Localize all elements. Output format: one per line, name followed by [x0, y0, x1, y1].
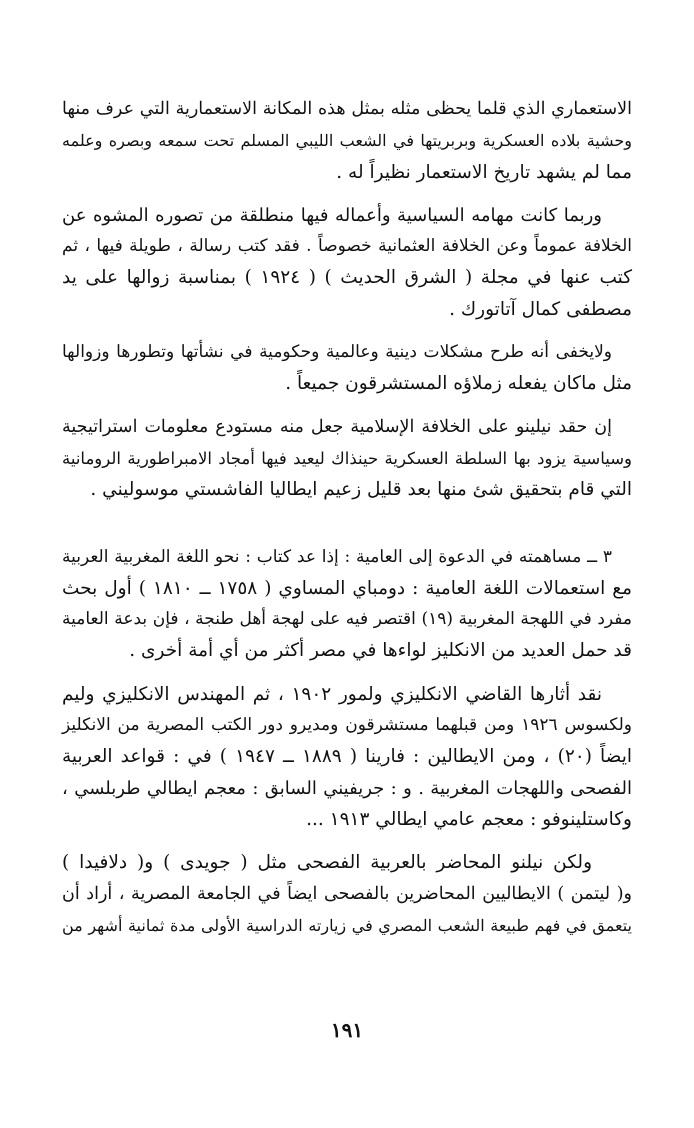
- text-line: التي قام بتحقيق شئ منها بعد قليل زعيم ايطاليا الفاشستي موسوليني .: [90, 479, 632, 501]
- paragraph-3: [62, 337, 632, 400]
- text-line: وحشية بلاده العسكرية وبربريتها في الشعب الليبي المسلم تحت سمعه وبصره وعلمه: [62, 131, 632, 151]
- text-line: يتعمق في فهم طبيعة الشعب المصري في زيارته الدراسية الأولى مدة ثمانية أشهر من: [62, 915, 632, 935]
- text-line: كتب عنها في مجلة ( الشرق الحديث ) ( ١٩٢٤ ) بمناسبة زوالها على يد: [62, 267, 632, 289]
- page-number: ١٩١: [330, 1018, 364, 1042]
- text-line: مفرد في اللهجة المغربية (١٩) اقتصر فيه على لهجة أهل طنجة ، فإن بدعة العامية: [62, 609, 632, 630]
- text-line: نقد أثارها القاضي الانكليزي ولمور ١٩٠٢ ، ثم المهندس الانكليزي وليم: [62, 683, 602, 705]
- paragraph-4: [62, 412, 632, 506]
- text-line: ولايخفى أنه طرح مشكلات دينية وعالمية وحكومية في نشأتها وتطورها وزوالها: [62, 342, 612, 363]
- text-line: ولكسوس ١٩٢٦ ومن قبلهما مستشرقون ومديرو دور الكتب المصرية من الانكليز: [62, 715, 632, 736]
- text-line: مصطفى كمال آتاتورك .: [449, 298, 632, 320]
- text-line: وسياسية يزود بها السلطة العسكرية حينذاك ليعيد فيها أمجاد الامبراطورية الرومانية: [62, 448, 632, 468]
- page-body: [62, 94, 632, 941]
- text-line: ٣ ــ مساهمته في الدعوة إلى العامية : إذا عد كتاب : نحو اللغة المغربية العربية: [62, 546, 612, 567]
- paragraph-2: [62, 200, 632, 325]
- text-line: الفصحى واللهجات المغربية . و : جريفيني السابق : معجم ايطالي طربلسي ،: [62, 777, 632, 799]
- text-line: ايضاً (٢٠) ، ومن الايطالين : فارينا ( ١٨٨٩ ــ ١٩٤٧ ) في : قواعد العربية: [62, 746, 633, 768]
- paragraph-5: [62, 542, 632, 667]
- text-line: وربما كانت مهامه السياسية وأعماله فيها منطلقة من تصوره المشوه عن: [62, 204, 602, 226]
- paragraph-6: [62, 679, 632, 835]
- paragraph-7: [62, 847, 632, 941]
- text-line: إن حقد نيلينو على الخلافة الإسلامية جعل منه مستودع معلومات استراتيجية: [62, 416, 612, 437]
- text-line: الاستعماري الذي قلما يحظى مثله بمثل هذه المكانة الاستعمارية التي عرف منها: [62, 99, 632, 119]
- text-line: ولكن نيلنو المحاضر بالعربية الفصحى مثل ( جويدى ) و( دلافيدا ): [62, 852, 592, 874]
- text-line: مما لم يشهد تاريخ الاستعمار نظيراً له .: [336, 161, 632, 183]
- text-line: مع استعمالات اللغة العامية : دومباي المساوي ( ١٧٥٨ ــ ١٨١٠ ) أول بحث: [62, 577, 632, 599]
- text-line: و( ليتمن ) الايطاليين المحاضرين بالفصحى ايضاً في الجامعة المصرية ، أراد أن: [62, 883, 632, 904]
- paragraph-1: [62, 94, 632, 188]
- text-line: الخلافة عموماً وعن الخلافة العثمانية خصوصاً . فقد كتب رسالة ، طويلة فيها ، ثم: [62, 236, 632, 257]
- text-line: مثل ماكان يفعله زملاؤه المستشرقون جميعاً .: [285, 373, 632, 395]
- text-line: وكاستلينوفو : معجم عامي ايطالي ١٩١٣ ...: [306, 808, 632, 830]
- text-line: قد حمل العديد من الانكليز لواءها في مصر أكثر من أي أمة أخرى .: [129, 640, 632, 662]
